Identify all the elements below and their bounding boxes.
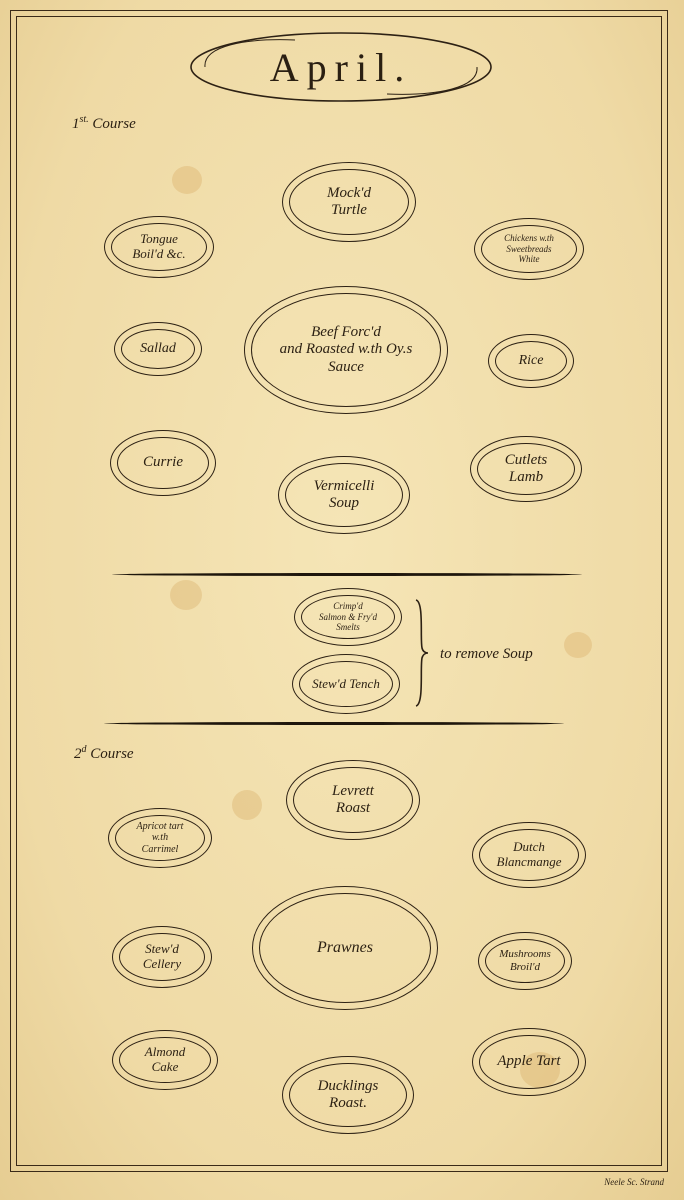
course-divider-top — [112, 573, 582, 576]
first-course-number: 1 — [72, 116, 80, 132]
dish-levrett-roast — [286, 760, 420, 840]
dish-label: Levrett Roast — [332, 782, 374, 816]
dish-almond-cake — [112, 1030, 218, 1090]
second-course-label — [74, 744, 134, 763]
dish-stewd-tench — [292, 654, 400, 714]
dish-vermicelli-soup — [278, 456, 410, 534]
first-course-word: Course — [88, 116, 136, 132]
course-divider-bottom — [104, 722, 564, 725]
dish-crimpd-salmon — [294, 588, 402, 646]
dish-label: Mushrooms Broil'd — [499, 948, 551, 973]
remove-soup-note: to remove Soup — [440, 646, 533, 662]
dish-cutlets-lamb — [470, 436, 582, 502]
dish-label: Prawnes — [317, 938, 373, 956]
dish-label: Chickens w.th Sweetbreads White — [504, 233, 554, 265]
dish-stewd-cellery — [112, 926, 212, 988]
dish-label: Stew'd Cellery — [142, 941, 182, 971]
dish-label: Rice — [518, 352, 544, 368]
brace-icon — [410, 598, 430, 708]
second-course-word: Course — [86, 746, 134, 762]
engraver-credit: Neele Sc. Strand — [604, 1177, 664, 1187]
dish-label: Mock'd Turtle — [326, 184, 372, 218]
dish-currie — [110, 430, 216, 496]
dish-label: Tongue Boil'd &c. — [132, 231, 186, 261]
dish-beef-forced — [244, 286, 448, 414]
second-course-number: 2 — [74, 746, 82, 762]
dish-ducklings-roast — [282, 1056, 414, 1134]
first-course-label — [72, 114, 136, 133]
dish-tongue-boild — [104, 216, 214, 278]
dish-apricot-tart — [108, 808, 212, 868]
dish-label: Apple Tart — [497, 1053, 561, 1070]
page-title: April. — [269, 44, 413, 90]
dish-prawnes — [252, 886, 438, 1010]
dish-label: Dutch Blancmange — [496, 839, 562, 869]
dish-label: Cutlets Lamb — [504, 451, 548, 485]
dish-mushrooms-broild — [478, 932, 572, 990]
dish-label: Vermicelli Soup — [313, 477, 375, 511]
dish-apple-tart — [472, 1028, 586, 1096]
dish-label: Currie — [142, 454, 183, 471]
title-cartouche — [185, 28, 497, 106]
dish-label: Stew'd Tench — [312, 675, 380, 691]
dish-label: Apricot tart w.th Carrimel — [136, 820, 184, 855]
dish-label: Sallad — [140, 340, 176, 356]
dish-label: Almond Cake — [144, 1044, 186, 1074]
dish-label: Ducklings Roast. — [317, 1077, 379, 1111]
dish-sallad — [114, 322, 202, 376]
dish-label: Crimp'd Salmon & Fry'd Smelts — [319, 601, 377, 633]
dish-mock-turtle — [282, 162, 416, 242]
dish-rice — [488, 334, 574, 388]
first-course-number-suffix: st. — [79, 114, 89, 125]
second-course-number-suffix: d — [81, 744, 87, 755]
dish-dutch-blancmange — [472, 822, 586, 888]
dish-chickens-sweetbreads — [474, 218, 584, 280]
dish-label: Beef Forc'd and Roasted w.th Oy.s Sauce — [279, 324, 413, 375]
